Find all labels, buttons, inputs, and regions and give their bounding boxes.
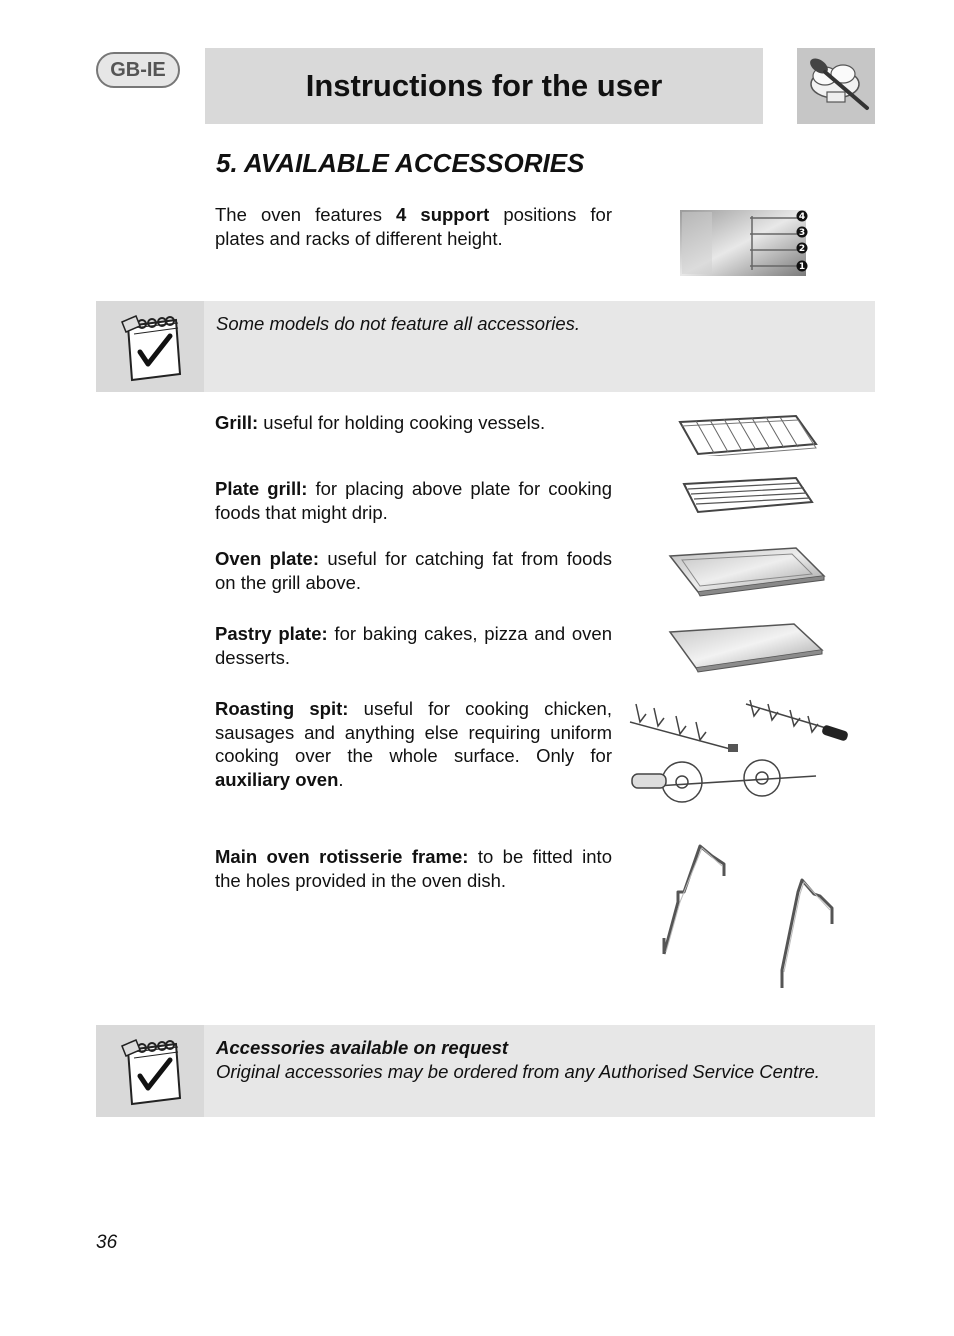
accessory-rotisserie-frame — [215, 845, 612, 892]
position-label-4: 4 — [798, 212, 806, 222]
language-badge: GB-IE — [96, 52, 180, 88]
accessory-roasting-spit — [215, 697, 612, 791]
accessory-grill-desc: useful for holding cooking vessels. — [258, 412, 546, 433]
accessory-pastry-plate-desc: for baking cakes, pizza and oven desserts. — [215, 623, 612, 668]
accessory-oven-plate — [215, 547, 612, 594]
accessory-plate-grill-desc: for placing above plate for cooking foods that might drip. — [215, 478, 612, 523]
page-title-bar — [205, 48, 763, 124]
accessory-rotisserie-frame-desc: to be fitted into the holes provided in the oven dish. — [215, 846, 612, 891]
page-number: 36 — [96, 1232, 118, 1253]
accessory-plate-grill — [215, 477, 612, 524]
oven-support-positions-icon — [680, 204, 810, 278]
wire-rack-icon — [676, 414, 820, 456]
intro-text-post: positions for plates and racks of different height. — [215, 204, 613, 249]
accessory-roasting-spit-tail: . — [338, 768, 344, 790]
accessory-plate-grill-name: Plate grill: — [215, 478, 308, 499]
position-label-2: 2 — [798, 244, 806, 254]
accessory-grill-name: Grill: — [215, 412, 259, 433]
note-request-title: Accessories available on request — [216, 1037, 509, 1058]
position-label-3: 3 — [798, 228, 806, 238]
accessory-pastry-plate — [215, 622, 612, 669]
intro-paragraph — [215, 203, 612, 250]
accessory-oven-plate-desc: useful for catching fat from foods on the grill above. — [215, 548, 612, 593]
intro-text-bold: 4 support — [396, 204, 490, 225]
intro-text-pre: The oven features — [215, 204, 397, 225]
plate-grill-icon — [680, 476, 816, 516]
accessory-grill — [215, 411, 612, 435]
note-icon-cell — [96, 301, 204, 392]
accessory-roasting-spit-desc: useful for cooking chicken, sausages and anything else requiring uniform cooking over the whole surface. Only for — [215, 698, 612, 767]
position-label-1: 1 — [798, 262, 806, 272]
note-icon-cell-2 — [96, 1025, 204, 1117]
page-title: Instructions for the user — [305, 68, 663, 103]
note-text-request — [216, 1036, 867, 1083]
note-box-models — [96, 301, 875, 392]
note-request-body: Original accessories may be ordered from any Authorised Service Centre. — [216, 1060, 820, 1082]
chef-spoon-icon — [797, 48, 875, 124]
section-title: 5. AVAILABLE ACCESSORIES — [216, 148, 585, 178]
note-box-request — [96, 1025, 875, 1117]
accessory-rotisserie-frame-name: Main oven rotisserie frame: — [215, 846, 469, 867]
accessory-roasting-spit-bold: auxiliary oven — [215, 768, 339, 790]
notepad-check-icon — [114, 1036, 186, 1106]
accessory-oven-plate-name: Oven plate: — [215, 548, 319, 569]
oven-tray-icon — [668, 546, 826, 598]
accessory-roasting-spit-name: Roasting spit: — [215, 698, 349, 719]
rotisserie-frame-icon — [656, 842, 838, 992]
roasting-spit-icon — [626, 694, 852, 814]
accessory-pastry-plate-name: Pastry plate: — [215, 623, 328, 644]
pastry-tray-icon — [668, 622, 824, 674]
notepad-check-icon — [114, 312, 186, 382]
note-text-models: Some models do not feature all accessories. — [216, 313, 581, 334]
